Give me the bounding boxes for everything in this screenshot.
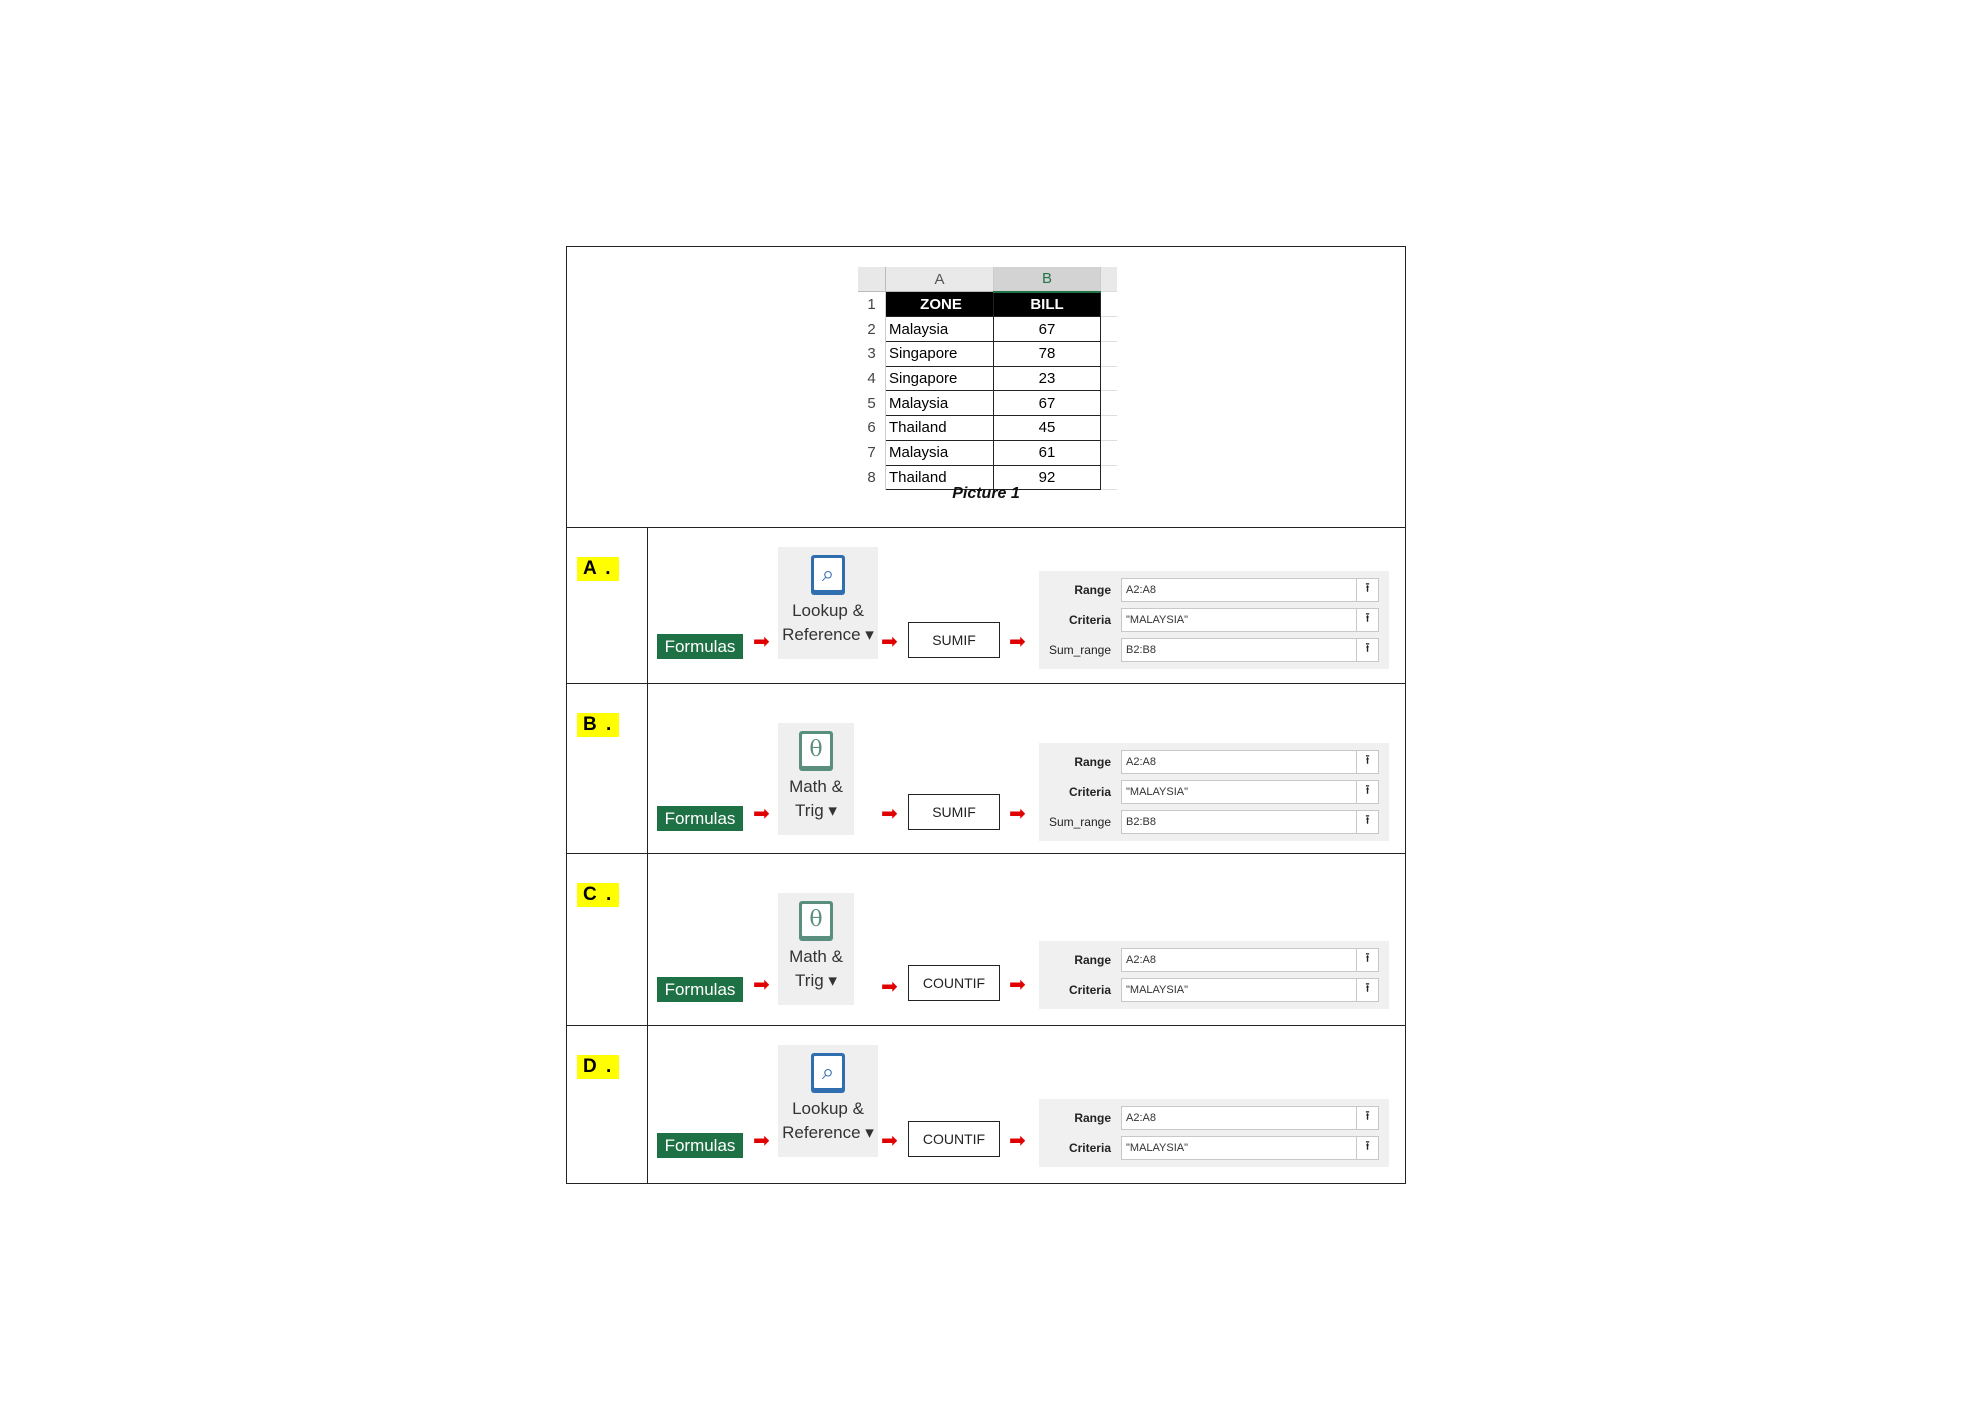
column-header-b: B [994, 267, 1101, 292]
function-sumif-button[interactable]: SUMIF [908, 794, 1000, 830]
arg-label-range: Range [1074, 755, 1111, 769]
ribbon-label-line1: Math & [789, 947, 843, 966]
bill-cell: 61 [994, 440, 1101, 465]
ribbon-label-line2: Trig ▾ [795, 801, 837, 820]
zone-cell: Singapore [886, 366, 994, 391]
arrow-right-icon: ➡ [881, 976, 898, 998]
header-zone: ZONE [886, 292, 994, 317]
column-header-c-partial [1101, 267, 1118, 292]
ribbon-label-line1: Lookup & [792, 601, 864, 620]
lookup-book-icon: ⌕ [811, 555, 845, 595]
arrow-right-icon: ➡ [881, 803, 898, 825]
option-label: C . [577, 883, 619, 907]
formulas-tab[interactable]: Formulas [657, 977, 743, 1002]
arg-label-range: Range [1074, 953, 1111, 967]
range-input[interactable]: A2:A8 [1121, 578, 1357, 602]
criteria-input[interactable]: "MALAYSIA" [1121, 608, 1357, 632]
ribbon-label-line2: Reference ▾ [782, 625, 874, 644]
option-label: D . [577, 1055, 619, 1079]
function-arguments-panel [1039, 743, 1389, 841]
ribbon-label-line1: Math & [789, 777, 843, 796]
arrow-right-icon: ➡ [753, 631, 770, 653]
collapse-dialog-icon[interactable]: ⭱ [1357, 810, 1379, 834]
arrow-right-icon: ➡ [753, 803, 770, 825]
arg-label-range: Range [1074, 1111, 1111, 1125]
select-all-corner [858, 267, 886, 292]
function-arguments-panel [1039, 571, 1389, 669]
lookup-reference-button[interactable] [778, 547, 878, 659]
collapse-dialog-icon[interactable]: ⭱ [1357, 1106, 1379, 1130]
row-header: 7 [858, 440, 886, 465]
arg-label-criteria: Criteria [1068, 785, 1111, 799]
ribbon-label-line2: Reference ▾ [782, 1123, 874, 1142]
function-arguments-panel [1039, 941, 1389, 1009]
arg-label-criteria: Criteria [1068, 1141, 1111, 1155]
lookup-book-icon: ⌕ [811, 1053, 845, 1093]
bill-cell: 67 [994, 391, 1101, 416]
row-header: 3 [858, 342, 886, 367]
criteria-input[interactable]: "MALAYSIA" [1121, 1136, 1357, 1160]
collapse-dialog-icon[interactable]: ⭱ [1357, 578, 1379, 602]
bill-cell: 23 [994, 366, 1101, 391]
criteria-input[interactable]: "MALAYSIA" [1121, 978, 1357, 1002]
collapse-dialog-icon[interactable]: ⭱ [1357, 638, 1379, 662]
option-c[interactable] [567, 853, 1405, 1025]
ribbon-label-line1: Lookup & [792, 1099, 864, 1118]
function-countif-button[interactable]: COUNTIF [908, 1121, 1000, 1157]
option-b[interactable] [567, 683, 1405, 853]
sum-range-input[interactable]: B2:B8 [1121, 638, 1357, 662]
arg-label-criteria: Criteria [1068, 613, 1111, 627]
arg-label-sum-range: Sum_range [1048, 815, 1111, 829]
arrow-right-icon: ➡ [753, 1130, 770, 1152]
question-frame [566, 246, 1406, 1184]
arg-label-range: Range [1074, 583, 1111, 597]
zone-cell: Malaysia [886, 317, 994, 342]
collapse-dialog-icon[interactable]: ⭱ [1357, 978, 1379, 1002]
option-label: B . [577, 713, 619, 737]
row-header: 8 [858, 465, 886, 490]
function-sumif-button[interactable]: SUMIF [908, 622, 1000, 658]
zone-cell: Singapore [886, 342, 994, 367]
bill-cell: 67 [994, 317, 1101, 342]
collapse-dialog-icon[interactable]: ⭱ [1357, 1136, 1379, 1160]
spreadsheet-table [858, 267, 1117, 490]
option-d[interactable] [567, 1025, 1405, 1183]
math-trig-button[interactable] [778, 893, 854, 1005]
row-header: 1 [858, 292, 886, 317]
arg-label-sum-range: Sum_range [1048, 643, 1111, 657]
range-input[interactable]: A2:A8 [1121, 948, 1357, 972]
option-a[interactable] [567, 527, 1405, 683]
arrow-right-icon: ➡ [1009, 631, 1026, 653]
arrow-right-icon: ➡ [753, 974, 770, 996]
arrow-right-icon: ➡ [1009, 1130, 1026, 1152]
header-bill: BILL [994, 292, 1101, 317]
collapse-dialog-icon[interactable]: ⭱ [1357, 750, 1379, 774]
sum-range-input[interactable]: B2:B8 [1121, 810, 1357, 834]
math-trig-button[interactable] [778, 723, 854, 835]
math-trig-book-icon: θ [799, 901, 833, 941]
zone-cell: Malaysia [886, 391, 994, 416]
lookup-reference-button[interactable] [778, 1045, 878, 1157]
range-input[interactable]: A2:A8 [1121, 1106, 1357, 1130]
zone-cell: Thailand [886, 465, 994, 490]
row-header: 4 [858, 366, 886, 391]
picture-caption: Picture 1 [952, 485, 1020, 502]
arrow-right-icon: ➡ [1009, 803, 1026, 825]
arrow-right-icon: ➡ [881, 1130, 898, 1152]
criteria-input[interactable]: "MALAYSIA" [1121, 780, 1357, 804]
formulas-tab[interactable]: Formulas [657, 806, 743, 831]
bill-cell: 92 [994, 465, 1101, 490]
zone-cell: Thailand [886, 416, 994, 441]
formulas-tab[interactable]: Formulas [657, 1133, 743, 1158]
arrow-right-icon: ➡ [881, 631, 898, 653]
collapse-dialog-icon[interactable]: ⭱ [1357, 608, 1379, 632]
row-header: 5 [858, 391, 886, 416]
ribbon-label-line2: Trig ▾ [795, 971, 837, 990]
collapse-dialog-icon[interactable]: ⭱ [1357, 780, 1379, 804]
bill-cell: 45 [994, 416, 1101, 441]
arrow-right-icon: ➡ [1009, 974, 1026, 996]
collapse-dialog-icon[interactable]: ⭱ [1357, 948, 1379, 972]
bill-cell: 78 [994, 342, 1101, 367]
formulas-tab[interactable]: Formulas [657, 634, 743, 659]
spreadsheet-picture [858, 267, 1117, 490]
row-header: 6 [858, 416, 886, 441]
zone-cell: Malaysia [886, 440, 994, 465]
function-countif-button[interactable]: COUNTIF [908, 965, 1000, 1001]
column-header-a: A [886, 267, 994, 292]
row-header: 2 [858, 317, 886, 342]
math-trig-book-icon: θ [799, 731, 833, 771]
arg-label-criteria: Criteria [1068, 983, 1111, 997]
range-input[interactable]: A2:A8 [1121, 750, 1357, 774]
function-arguments-panel [1039, 1099, 1389, 1167]
option-label: A . [577, 557, 619, 581]
